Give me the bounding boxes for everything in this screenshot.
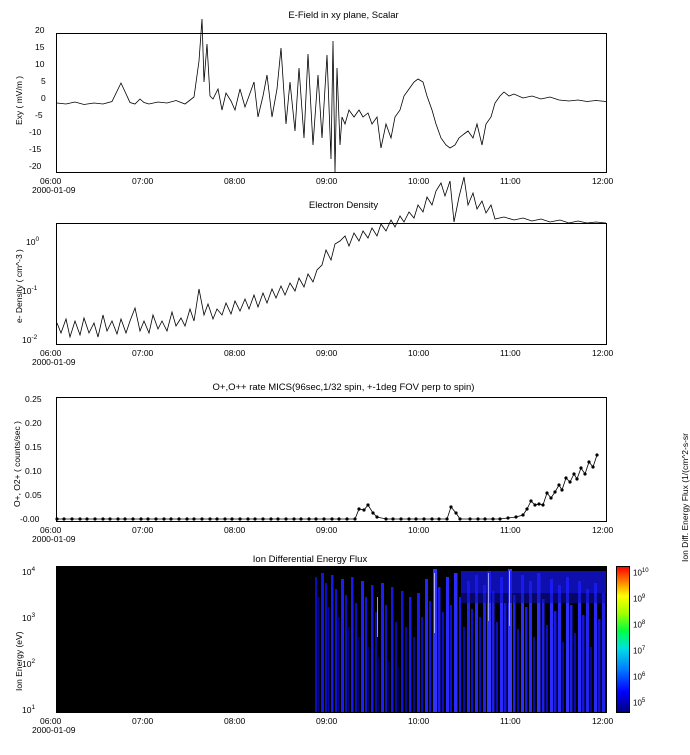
xtick-label: 10:00: [408, 348, 430, 358]
date-label: 2000-01-09: [32, 534, 76, 544]
xtick-label: 08:00: [224, 525, 246, 535]
xtick-label: 07:00: [132, 176, 154, 186]
date-label: 2000-01-09: [32, 357, 76, 367]
ytick-label: 0.10: [25, 466, 42, 476]
xtick-label: 11:00: [500, 525, 521, 535]
ytick-label: 0.25: [25, 394, 42, 404]
ytick-label: $10^4$: [22, 566, 36, 577]
xtick-label: 06:00: [40, 348, 62, 358]
ytick-label: -5: [35, 110, 43, 120]
panel-oplus: [0, 372, 687, 562]
colorbar-tick: $10^7$: [633, 646, 646, 656]
panel-oplus-title: O+,O++ rate MICS(96sec,1/32 spin, +-1deg FOV perp to spin): [212, 382, 475, 393]
ytick-label: -0.00: [20, 514, 40, 524]
ytick-label: -20: [29, 161, 42, 171]
panel-ion-flux-ylabel: Ion Energy (eV): [14, 631, 24, 691]
panel-oplus-plot-area: [56, 397, 607, 522]
xtick-label: 09:00: [316, 176, 338, 186]
panel-oplus-ylabel: O+, O2+ ( counts/sec ): [12, 421, 22, 507]
xtick-label: 09:00: [316, 716, 338, 726]
date-label: 2000-01-09: [32, 185, 76, 195]
xtick-label: 11:00: [500, 716, 521, 726]
ytick-label: 0.05: [25, 490, 42, 500]
xtick-label: 08:00: [224, 348, 246, 358]
xtick-label: 12:00: [592, 176, 614, 186]
ytick-label: -10: [29, 127, 42, 137]
xtick-label: 12:00: [592, 348, 614, 358]
oplus-markers: [55, 453, 598, 520]
date-label: 2000-01-09: [32, 725, 76, 735]
colorbar: [616, 566, 630, 713]
panel-edensity: [0, 190, 687, 380]
xtick-label: 08:00: [224, 716, 246, 726]
panel-efield: [0, 0, 687, 195]
xtick-label: 12:00: [592, 716, 614, 726]
xtick-label: 06:00: [40, 525, 62, 535]
ytick-label: 0.15: [25, 442, 42, 452]
panel-efield-ylabel: Exy ( mV/m ): [14, 75, 24, 125]
efield-trace: [57, 19, 606, 172]
ytick-label: $10^{-1}$: [22, 285, 38, 296]
colorbar-tick: $10^6$: [633, 672, 646, 682]
ytick-label: 5: [41, 76, 46, 86]
xtick-label: 09:00: [316, 348, 338, 358]
ytick-label: $10^2$: [22, 658, 36, 669]
panel-efield-plot-area: [56, 33, 607, 173]
xtick-label: 10:00: [408, 716, 430, 726]
colorbar-label: Ion Diff. Energy Flux (1/(cm^2-s-sr: [680, 433, 690, 562]
ytick-label: 0.20: [25, 418, 42, 428]
panel-ion-flux-title: Ion Differential Energy Flux: [252, 554, 368, 565]
xtick-label: 07:00: [132, 348, 154, 358]
panel-edensity-plot-area: [56, 223, 607, 345]
xtick-label: 11:00: [500, 176, 521, 186]
ytick-label: $10^0$: [26, 236, 40, 247]
xtick-label: 09:00: [316, 525, 338, 535]
ytick-label: 10: [35, 59, 45, 69]
ytick-label: 0: [41, 93, 46, 103]
ytick-label: $10^1$: [22, 704, 36, 715]
ytick-label: 15: [35, 42, 45, 52]
ytick-label: -15: [29, 144, 42, 154]
ytick-label: $10^{-2}$: [22, 334, 38, 345]
xtick-label: 11:00: [500, 348, 521, 358]
colorbar-tick: $10^9$: [633, 594, 646, 604]
panel-efield-title: E-Field in xy plane, Scalar: [288, 10, 399, 21]
colorbar-tick: $10^5$: [633, 698, 646, 708]
xtick-label: 10:00: [408, 176, 430, 186]
ytick-label: 20: [35, 25, 45, 35]
xtick-label: 10:00: [408, 525, 430, 535]
xtick-label: 06:00: [40, 176, 62, 186]
oplus-trace: [57, 455, 597, 519]
xtick-label: 07:00: [132, 525, 154, 535]
colorbar-tick: $10^{10}$: [633, 568, 649, 578]
xtick-label: 06:00: [40, 716, 62, 726]
panel-edensity-title: Electron Density: [308, 200, 379, 211]
xtick-label: 07:00: [132, 716, 154, 726]
ytick-label: $10^3$: [22, 612, 36, 623]
xtick-label: 12:00: [592, 525, 614, 535]
colorbar-tick: $10^8$: [633, 620, 646, 630]
panel-ion-flux-plot-area: [56, 566, 607, 713]
xtick-label: 08:00: [224, 176, 246, 186]
panel-edensity-ylabel: e- Density ( cm^-3 ): [14, 249, 24, 323]
